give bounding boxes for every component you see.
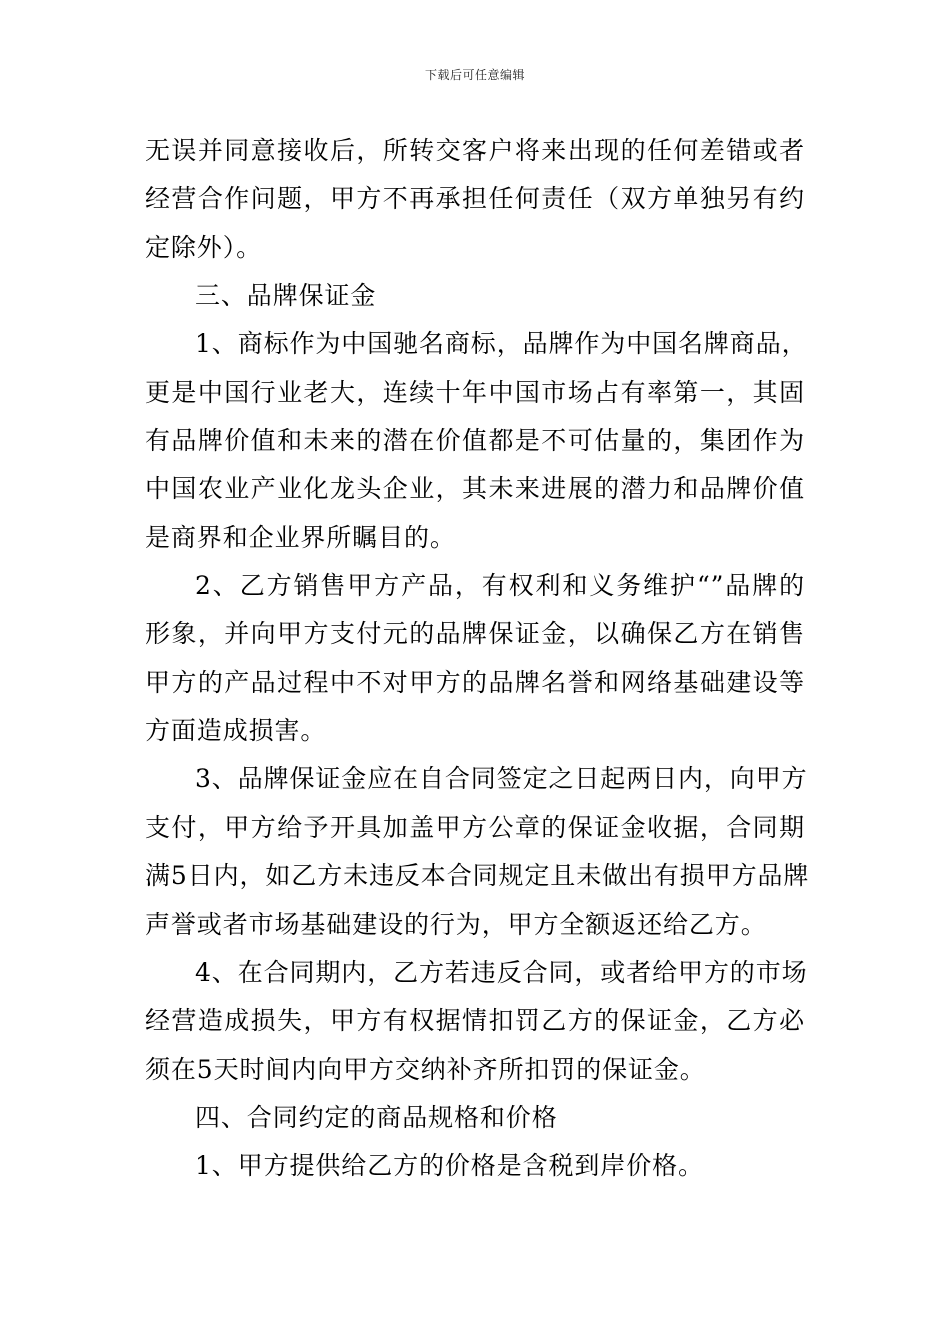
paragraph-line: 无误并同意接收后，所转交客户将来出现的任何差错或者 bbox=[145, 136, 805, 165]
paragraph-line: 经营合作问题，甲方不再承担任何责任（双方单独另有约 bbox=[145, 184, 805, 214]
section-heading: 四、合同约定的商品规格和价格 bbox=[195, 1102, 558, 1132]
paragraph-line: 更是中国行业老大，连续十年中国市场占有率第一，其固 bbox=[145, 377, 805, 407]
paragraph-line: 1、甲方提供给乙方的价格是含税到岸价格。 bbox=[195, 1151, 704, 1181]
paragraph-line: 声誉或者市场基础建设的行为，甲方全额返还给乙方。 bbox=[145, 909, 767, 939]
paragraph-line: 须在5天时间内向甲方交纳补齐所扣罚的保证金。 bbox=[145, 1054, 706, 1084]
paragraph-line: 中国农业产业化龙头企业，其未来进展的潜力和品牌价值 bbox=[145, 474, 805, 504]
paragraph-line: 是商界和企业界所瞩目的。 bbox=[145, 522, 456, 552]
paragraph-line: 方面造成损害。 bbox=[145, 716, 327, 746]
paragraph-line: 4、在合同期内，乙方若违反合同，或者给甲方的市场 bbox=[195, 957, 808, 987]
paragraph-line: 2、乙方销售甲方产品，有权利和义务维护“”品牌的 bbox=[195, 571, 805, 601]
paragraph-line: 甲方的产品过程中不对甲方的品牌名誉和网络基础建设等 bbox=[145, 667, 805, 697]
paragraph-line: 形象，并向甲方支付元的品牌保证金，以确保乙方在销售 bbox=[145, 619, 805, 649]
paragraph-line: 支付，甲方给予开具加盖甲方公章的保证金收据，合同期 bbox=[145, 812, 805, 842]
document-body bbox=[145, 127, 810, 1191]
page-header-note: 下载后可任意编辑 bbox=[424, 68, 525, 82]
paragraph-line: 有品牌价值和未来的潜在价值都是不可估量的，集团作为 bbox=[145, 426, 805, 456]
paragraph-line: 满5日内，如乙方未违反本合同规定且未做出有损甲方品牌 bbox=[145, 861, 810, 891]
section-heading: 三、品牌保证金 bbox=[195, 281, 377, 311]
paragraph-line: 经营造成损失，甲方有权据情扣罚乙方的保证金，乙方必 bbox=[145, 1006, 805, 1036]
paragraph-line: 1、商标作为中国驰名商标，品牌作为中国名牌商品， bbox=[195, 329, 808, 359]
paragraph-line: 定除外）。 bbox=[145, 232, 263, 262]
paragraph-line: 3、品牌保证金应在自合同签定之日起两日内，向甲方 bbox=[195, 764, 808, 794]
